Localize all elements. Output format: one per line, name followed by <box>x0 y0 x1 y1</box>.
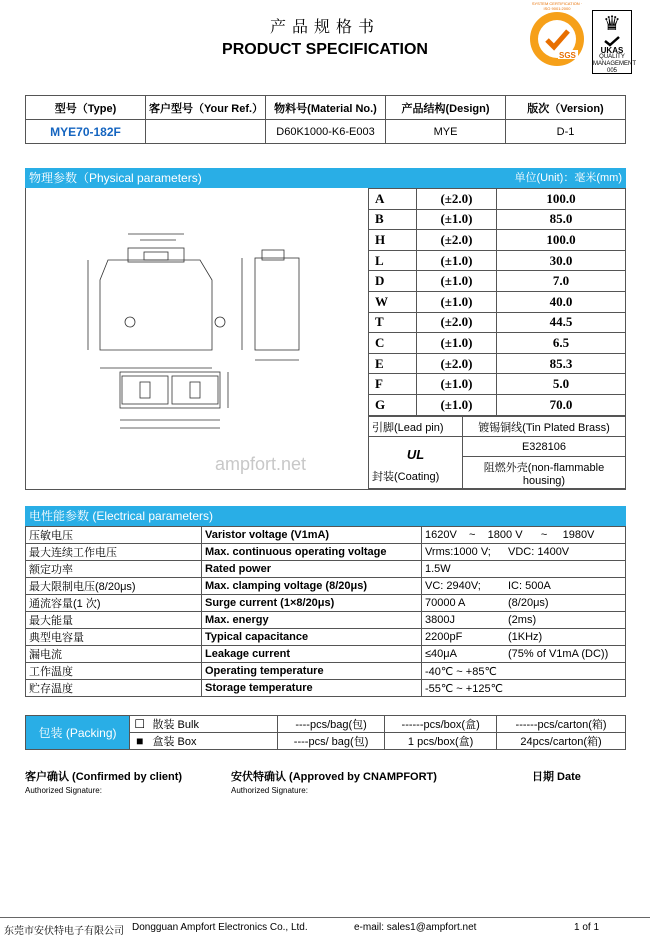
param-cn: 最大能量 <box>26 612 202 629</box>
ukas-certification-logo <box>592 10 637 74</box>
client-signature-label: Authorized Signature: <box>25 786 102 795</box>
box-per-carton: 24pcs/carton(箱) <box>497 733 626 750</box>
param-en: Leakage current <box>202 646 422 663</box>
param-value <box>422 612 626 629</box>
footer-page: 1 of 1 <box>574 922 600 933</box>
dim-tolerance: (±1.0) <box>417 394 497 415</box>
param-cn: 最大连续工作电压 <box>26 544 202 561</box>
dim-value: 30.0 <box>497 250 626 271</box>
info-header-row <box>26 96 626 120</box>
dim-key: A <box>369 189 417 210</box>
ul-logo: UL <box>406 447 425 462</box>
bulk-checkbox[interactable]: ☐ <box>130 716 150 733</box>
param-value-main: 1620V ~ 1800 V ~ 1980V <box>425 529 595 541</box>
dim-value: 44.5 <box>497 312 626 333</box>
param-value <box>422 544 626 561</box>
table-row <box>26 595 626 612</box>
param-cn: 典型电容量 <box>26 629 202 646</box>
dim-row-t <box>369 312 626 333</box>
param-cn: 贮存温度 <box>26 680 202 697</box>
table-row <box>26 561 626 578</box>
dim-row-f <box>369 374 626 395</box>
approved-signature-label: Authorized Signature: <box>231 786 308 795</box>
dim-value: 100.0 <box>497 230 626 251</box>
sgs-ring-text: SYSTEM CERTIFICATION · ISO 9001:2000 <box>531 1 583 11</box>
info-header-material: 物料号(Material No.) <box>266 96 386 120</box>
dim-row-a <box>369 189 626 210</box>
param-value <box>422 629 626 646</box>
footer-company-cn: 东莞市安伏特电子有限公司 <box>4 926 124 937</box>
param-value-note: (2ms) <box>508 614 537 626</box>
dim-key: E <box>369 353 417 374</box>
dimension-drawing <box>80 220 330 440</box>
bulk-per-carton: ------pcs/carton(箱) <box>497 716 626 733</box>
electrical-section-title: 电性能参数 (Electrical parameters) <box>29 509 214 523</box>
box-per-box: 1 pcs/box(盒) <box>385 733 497 750</box>
table-row <box>26 680 626 697</box>
dim-row-g <box>369 394 626 415</box>
param-value <box>422 578 626 595</box>
packing-row-bulk <box>26 716 626 733</box>
box-checkbox[interactable]: ■ <box>130 733 150 750</box>
dim-row-b <box>369 209 626 230</box>
dimension-table <box>368 188 626 416</box>
info-header-ref: 客户型号（Your Ref.） <box>146 96 266 120</box>
param-en: Max. clamping voltage (8/20μs) <box>202 578 422 595</box>
sgs-text: SGS <box>559 51 576 60</box>
param-cn: 额定功率 <box>26 561 202 578</box>
dim-row-c <box>369 333 626 354</box>
param-cn: 通流容量(1 次) <box>26 595 202 612</box>
param-value-main: 70000 A <box>425 597 466 609</box>
info-type-value: MYE70-182F <box>26 120 146 144</box>
dim-tolerance: (±1.0) <box>417 209 497 230</box>
param-value-note: VDC: 1400V <box>508 546 570 558</box>
box-label: 盒装 Box <box>150 733 278 750</box>
dim-key: L <box>369 250 417 271</box>
crown-icon: ♛ <box>603 13 621 35</box>
dim-tolerance: (±2.0) <box>417 230 497 251</box>
dim-value: 85.0 <box>497 209 626 230</box>
param-value-main: -55℃ ~ +125℃ <box>425 682 503 695</box>
param-en: Rated power <box>202 561 422 578</box>
date-label: 日期 Date <box>532 771 581 783</box>
ukas-text: UKAS <box>600 46 624 55</box>
page-title: PRODUCT SPECIFICATION <box>222 41 428 58</box>
param-value-main: 1.5W <box>425 563 451 575</box>
table-row <box>26 612 626 629</box>
param-value-note: (8/20μs) <box>508 597 549 609</box>
physical-section-header <box>25 168 626 188</box>
table-row <box>26 629 626 646</box>
dim-key: W <box>369 291 417 312</box>
bulk-per-bag: ----pcs/bag(包) <box>278 716 385 733</box>
bulk-label: 散装 Bulk <box>150 716 278 733</box>
param-en: Max. energy <box>202 612 422 629</box>
dim-row-l <box>369 250 626 271</box>
dim-value: 100.0 <box>497 189 626 210</box>
table-row <box>26 578 626 595</box>
param-en: Storage temperature <box>202 680 422 697</box>
dim-row-w <box>369 291 626 312</box>
title-chinese: 产品规格书 <box>269 17 380 36</box>
info-value-row <box>26 120 626 144</box>
client-confirm-label: 客户确认 (Confirmed by client) <box>25 771 183 783</box>
dim-row-e <box>369 353 626 374</box>
ul-number: E328106 <box>463 437 626 457</box>
param-en: Surge current (1×8/20μs) <box>202 595 422 612</box>
dim-key: T <box>369 312 417 333</box>
info-header-type: 型号（Type) <box>26 96 146 120</box>
dim-value: 40.0 <box>497 291 626 312</box>
param-cn: 压敏电压 <box>26 527 202 544</box>
param-value <box>422 646 626 663</box>
lead-pin-row <box>369 417 626 437</box>
param-value <box>422 561 626 578</box>
dim-tolerance: (±2.0) <box>417 312 497 333</box>
dim-row-d <box>369 271 626 292</box>
param-cn: 漏电流 <box>26 646 202 663</box>
param-value-main: Vrms:1000 V; <box>425 546 491 558</box>
dim-key: F <box>369 374 417 395</box>
dim-value: 5.0 <box>497 374 626 395</box>
sgs-certification-logo <box>528 1 586 68</box>
dim-key: G <box>369 394 417 415</box>
info-ref-value <box>146 120 266 144</box>
param-value-note: IC: 500A <box>508 580 551 592</box>
box-per-bag: ----pcs/ bag(包) <box>278 733 385 750</box>
dim-key: B <box>369 209 417 230</box>
coating-value: 阻燃外壳(non-flammable housing) <box>463 457 626 489</box>
dim-value: 7.0 <box>497 271 626 292</box>
param-value <box>422 595 626 612</box>
dim-tolerance: (±1.0) <box>417 333 497 354</box>
footer-company-en: Dongguan Ampfort Electronics Co., Ltd. <box>132 922 308 933</box>
dim-key: H <box>369 230 417 251</box>
coating-label-cell <box>369 437 463 489</box>
dim-tolerance: (±2.0) <box>417 189 497 210</box>
dim-value: 6.5 <box>497 333 626 354</box>
packing-table <box>25 715 626 750</box>
param-value <box>422 680 626 697</box>
footer-divider <box>0 917 650 918</box>
material-table <box>368 416 626 489</box>
physical-section-title: 物理参数（Physical parameters) <box>29 171 202 185</box>
footer-email: e-mail: sales1@ampfort.net <box>354 922 477 933</box>
dim-key: D <box>369 271 417 292</box>
param-cn: 工作温度 <box>26 663 202 680</box>
lead-pin-label: 引脚(Lead pin) <box>369 417 463 437</box>
info-design-value: MYE <box>386 120 506 144</box>
ukas-sub-quality: QUALITY <box>599 54 625 60</box>
param-value <box>422 663 626 680</box>
table-row <box>26 527 626 544</box>
electrical-section-header <box>25 506 626 526</box>
table-row <box>26 663 626 680</box>
packing-label: 包装 (Packing) <box>26 716 130 750</box>
param-en: Operating temperature <box>202 663 422 680</box>
dim-tolerance: (±1.0) <box>417 271 497 292</box>
watermark: ampfort.net <box>215 454 307 474</box>
ul-row <box>369 437 626 457</box>
product-info-table <box>25 95 626 144</box>
info-material-value: D60K1000-K6-E003 <box>266 120 386 144</box>
table-row <box>26 544 626 561</box>
dim-tolerance: (±2.0) <box>417 353 497 374</box>
dim-tolerance: (±1.0) <box>417 291 497 312</box>
info-header-design: 产品结构(Design) <box>386 96 506 120</box>
param-cn: 最大限制电压(8/20μs) <box>26 578 202 595</box>
info-version-value: D-1 <box>506 120 626 144</box>
ukas-number: 005 <box>606 68 617 74</box>
ukas-sub-management: MANAGEMENT <box>593 61 637 67</box>
param-en: Max. continuous operating voltage <box>202 544 422 561</box>
param-value <box>422 527 626 544</box>
dim-tolerance: (±1.0) <box>417 374 497 395</box>
lead-pin-value: 镀锡铜线(Tin Plated Brass) <box>463 417 626 437</box>
param-value-main: ≤40μA <box>425 648 457 660</box>
param-value-main: -40℃ ~ +85℃ <box>425 665 497 678</box>
dim-row-h <box>369 230 626 251</box>
dim-value: 70.0 <box>497 394 626 415</box>
approved-label: 安伏特确认 (Approved by CNAMPFORT) <box>231 771 437 783</box>
param-en: Typical capacitance <box>202 629 422 646</box>
table-row <box>26 646 626 663</box>
param-value-note: (1KHz) <box>508 631 543 643</box>
dim-tolerance: (±1.0) <box>417 250 497 271</box>
param-value-main: 3800J <box>425 614 455 626</box>
param-en: Varistor voltage (V1mA) <box>202 527 422 544</box>
coating-label: 封装(Coating) <box>372 471 440 483</box>
param-value-main: 2200pF <box>425 631 463 643</box>
electrical-table <box>25 526 626 697</box>
unit-label: 单位(Unit)：毫米(mm) <box>514 172 622 184</box>
bulk-per-box: ------pcs/box(盒) <box>385 716 497 733</box>
param-value-main: VC: 2940V; <box>425 580 481 592</box>
dim-key: C <box>369 333 417 354</box>
param-value-note: (75% of V1mA (DC)) <box>508 648 609 660</box>
info-header-version: 版次（Version) <box>506 96 626 120</box>
dim-value: 85.3 <box>497 353 626 374</box>
